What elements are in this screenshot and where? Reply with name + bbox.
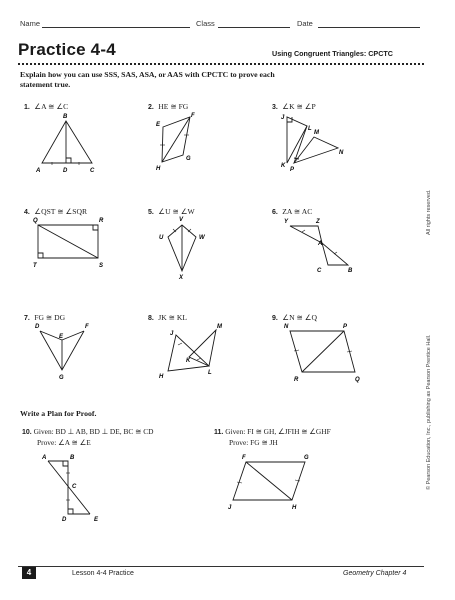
- problem-number: 9.: [272, 315, 278, 322]
- figure-label: B: [70, 455, 75, 461]
- figure-label: X: [179, 275, 184, 281]
- figure-7: [35, 324, 89, 381]
- class-label: Class: [196, 19, 215, 28]
- figure-label: K: [281, 163, 286, 169]
- name-label: Name: [20, 19, 41, 28]
- problem-number: 2.: [148, 104, 154, 111]
- problem-statement: ∠A ≅ ∠C: [34, 102, 69, 111]
- figure-6: [284, 219, 353, 274]
- problem-statement: JK ≅ KL: [158, 313, 188, 322]
- figure-label: C: [72, 484, 77, 490]
- problem-statement: ∠N ≅ ∠Q: [282, 313, 318, 322]
- figure-label: T: [33, 263, 37, 269]
- figure-label: B: [348, 268, 353, 274]
- figure-label: U: [159, 235, 164, 241]
- figure-label: V: [179, 217, 184, 223]
- figure-label: A: [36, 168, 41, 174]
- instructions: Explain how you can use SSS, SAS, ASA, or AAS with CPCTC to prove each statement true.: [20, 70, 275, 89]
- problem-number: 7.: [24, 315, 30, 322]
- prove-statement: Prove: FG ≅ JH: [229, 438, 278, 447]
- figure-label: J: [281, 115, 285, 121]
- given-statement: Given: BD ⊥ AB, BD ⊥ DE, BC ≅ CD: [33, 427, 154, 436]
- problem-statement: ∠QST ≅ ∠SQR: [34, 207, 88, 216]
- figure-label: Y: [284, 219, 289, 225]
- proof-11: [214, 427, 331, 448]
- figure-label: L: [308, 126, 312, 132]
- problem-number: 8.: [148, 315, 154, 322]
- figure-label: N: [284, 324, 289, 330]
- figure-label: H: [292, 505, 297, 511]
- footer-book: Geometry Chapter 4: [343, 570, 407, 577]
- figure-label: F: [191, 113, 195, 119]
- figure-label: B: [63, 114, 68, 120]
- figure-label: J: [170, 331, 174, 337]
- figure-label: C: [90, 168, 95, 174]
- page-subtitle: Using Congruent Triangles: CPCTC: [272, 49, 393, 58]
- figure-label: R: [99, 218, 104, 224]
- page-number: 4: [22, 567, 36, 579]
- date-label: Date: [297, 19, 313, 28]
- problem-number: 3.: [272, 104, 278, 111]
- plan-heading: Write a Plan for Proof.: [20, 409, 97, 418]
- problem-statement: ZA ≅ AC: [282, 207, 313, 216]
- figure-3: [281, 115, 344, 173]
- figure-label: A: [42, 455, 47, 461]
- figure-label: F: [85, 324, 89, 330]
- figure-label: W: [199, 235, 205, 241]
- problem-number: 10.: [22, 429, 32, 436]
- figure-label: K: [186, 358, 191, 364]
- problem-number: 6.: [272, 209, 278, 216]
- figure-label: G: [186, 156, 191, 162]
- rights-reserved-text: All rights reserved.: [426, 189, 432, 235]
- figure-10: [41, 455, 99, 523]
- problem-statement: FG ≅ DG: [34, 313, 66, 322]
- given-statement: Given: FI ≅ GH, ∠JFIH ≅ ∠GHF: [225, 427, 331, 436]
- copyright-text: © Pearson Education, Inc., publishing as Pearson Prentice Hall.: [426, 334, 432, 490]
- figure-label: M: [217, 324, 222, 330]
- figure-label: M: [314, 130, 319, 136]
- figure-5: [159, 217, 206, 281]
- figure-label: G: [304, 455, 309, 461]
- problem-number: 1.: [24, 104, 30, 111]
- figure-label: C: [317, 268, 322, 274]
- figure-1: [35, 114, 95, 174]
- figure-label: L: [208, 370, 212, 376]
- figure-8: [159, 324, 223, 380]
- figure-4: [33, 218, 104, 269]
- figure-label: H: [156, 166, 161, 172]
- figure-label: P: [343, 324, 348, 330]
- figure-label: J: [228, 505, 232, 511]
- figure-9: [284, 324, 360, 383]
- figure-label: R: [294, 377, 299, 383]
- proof-10: [22, 427, 153, 448]
- figure-label: E: [156, 122, 161, 128]
- problem-number: 4.: [24, 209, 30, 216]
- figure-label: G: [59, 375, 64, 381]
- figure-label: D: [35, 324, 40, 330]
- figure-11: [228, 455, 309, 511]
- page-title: Practice 4-4: [18, 40, 116, 59]
- figure-label: E: [94, 517, 99, 523]
- figure-label: P: [290, 167, 295, 173]
- figure-label: E: [59, 334, 64, 340]
- figure-label: N: [339, 150, 344, 156]
- problem-number: 11.: [214, 429, 224, 436]
- problem-statement: ∠U ≅ ∠W: [158, 207, 195, 216]
- problem-statement: ∠K ≅ ∠P: [282, 102, 316, 111]
- figure-label: H: [159, 374, 164, 380]
- figure-label: F: [242, 455, 246, 461]
- problem-statement: HE ≅ FG: [158, 102, 189, 111]
- figure-label: D: [62, 517, 67, 523]
- figure-label: Z: [316, 219, 320, 225]
- prove-statement: Prove: ∠A ≅ ∠E: [37, 438, 91, 447]
- figure-2: [156, 113, 195, 172]
- figure-label: Q: [33, 218, 38, 224]
- figure-label: D: [63, 168, 68, 174]
- footer-lesson: Lesson 4-4 Practice: [72, 570, 134, 577]
- figure-label: S: [99, 263, 104, 269]
- figure-label: Q: [355, 377, 360, 383]
- problem-number: 5.: [148, 209, 154, 216]
- footer-rule: [18, 566, 424, 567]
- figure-label: A: [318, 241, 323, 247]
